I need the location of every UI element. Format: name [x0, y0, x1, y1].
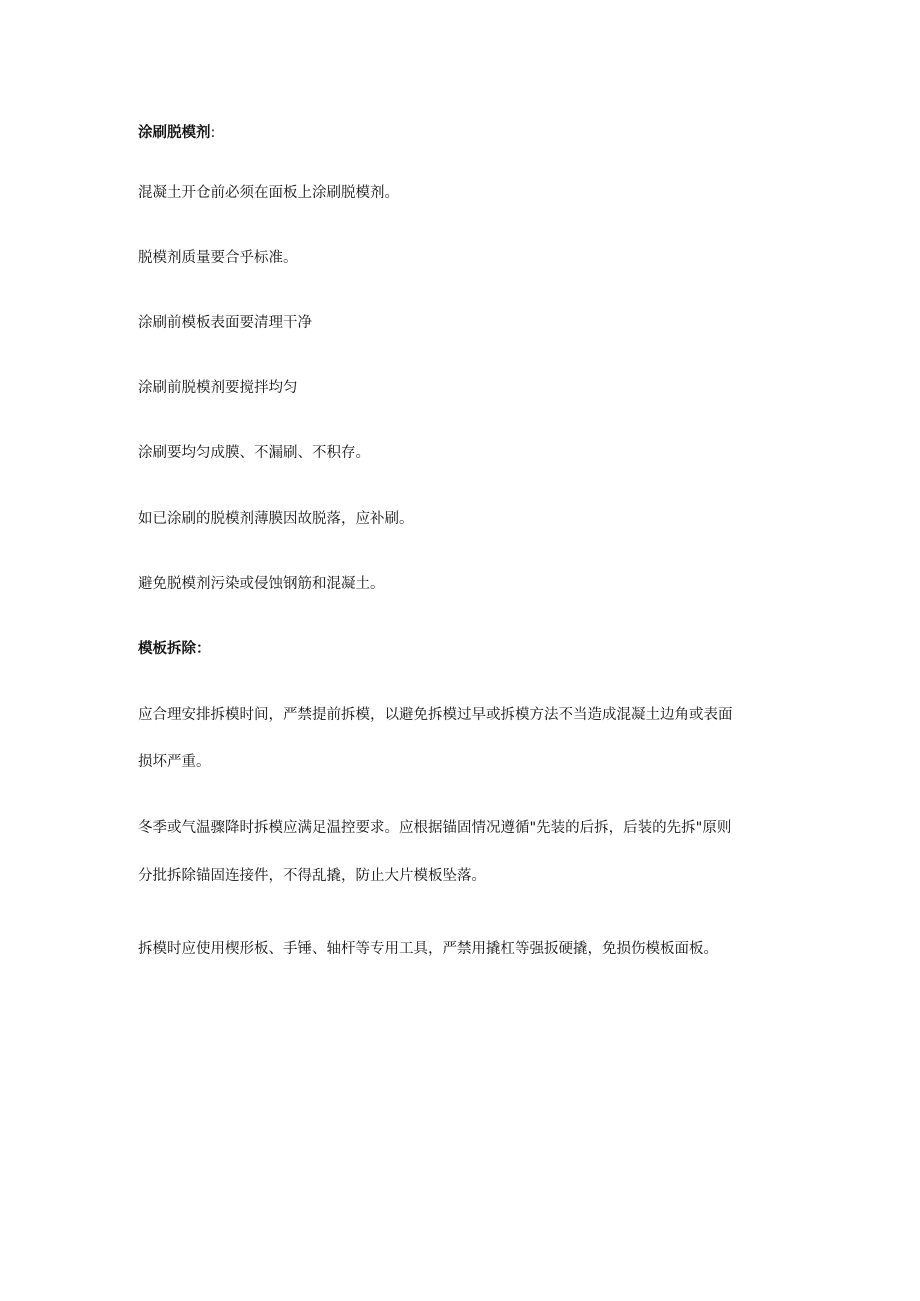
section-heading-formwork-removal: 模板拆除：	[138, 641, 211, 657]
paragraph-line: 混凝土开仓前必须在面板上涂刷脱模剂。	[138, 185, 399, 201]
section-heading-text: 涂刷脱模剂	[138, 125, 211, 141]
paragraph-line: 涂刷要均匀成膜、不漏刷、不积存。	[138, 445, 370, 461]
paragraph-line: 拆模时应使用楔形板、手锤、轴杆等专用工具，严禁用撬杠等强扳硬撬，免损伤模板面板。	[138, 941, 718, 957]
paragraph-line: 损坏严重。	[138, 754, 211, 770]
paragraph-line: 脱模剂质量要合乎标准。	[138, 250, 298, 266]
paragraph-line: 应合理安排拆模时间，严禁提前拆模，以避免拆模过早或拆模方法不当造成混凝土边角或表面	[138, 707, 733, 723]
paragraph-line: 分批拆除锚固连接件，不得乱撬，防止大片模板坠落。	[138, 868, 486, 884]
paragraph-line: 如已涂刷的脱模剂薄膜因故脱落，应补刷。	[138, 511, 414, 527]
section-heading-colon: :	[210, 125, 216, 141]
paragraph-line: 涂刷前脱模剂要搅拌均匀	[138, 380, 298, 396]
paragraph-line: 冬季或气温骤降时拆模应满足温控要求。应根据锚固情况遵循"先装的后拆，后装的先拆"原则	[138, 820, 732, 836]
section-heading-release-agent	[138, 123, 215, 143]
paragraph-line: 涂刷前模板表面要清理干净	[138, 315, 312, 331]
paragraph-line: 避免脱模剂污染或侵蚀钢筋和混凝土。	[138, 576, 385, 592]
